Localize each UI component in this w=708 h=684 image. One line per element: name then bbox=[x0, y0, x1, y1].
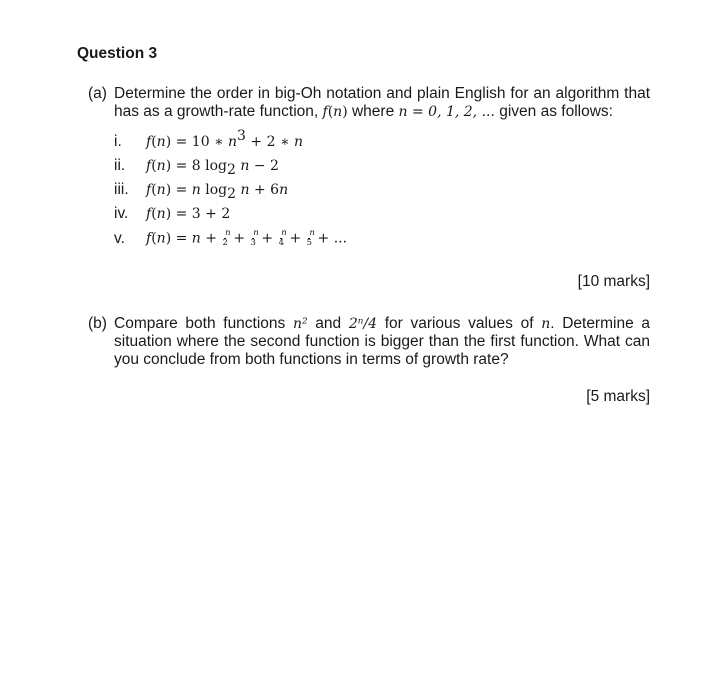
part-a-condition: n = 0, 1, 2, ... bbox=[398, 104, 495, 120]
part-b-marks: [5 marks] bbox=[586, 388, 650, 405]
part-b-label: (b) bbox=[88, 315, 107, 332]
part-a-marks: [10 marks] bbox=[577, 273, 650, 290]
list-item: iv. f(n) = 3 + 2 bbox=[114, 205, 231, 222]
part-a-label: (a) bbox=[88, 85, 107, 102]
list-item: v. f(n) = n + $\frac{n}{2}$ + $\frac{n}{3}$ + $\frac{n}{4}$ + $\frac{n}{5}$ + ... bbox=[114, 228, 348, 248]
part-a-text: Determine the order in big-Oh notation and plain English for an algorithm that has as a growth-rate function, f(n) where n = 0, 1, 2, ... given as follows: bbox=[114, 85, 650, 120]
part-b-text: Compare both functions n² and 2ⁿ/4 for various values of n. Determine a situation where the second function is bigger than the first function. What can you conclude from both functions in terms of growth rate? bbox=[114, 315, 650, 368]
list-item: ii. f(n) = 8 $\log_2 n - 2$ bbox=[114, 157, 279, 179]
question-title: Question 3 bbox=[77, 45, 158, 62]
list-item: iii. f(n) = n $\log_2 n + 6n$ bbox=[114, 181, 289, 203]
list-item: i. f(n) = 10 ∗ $n^3 + 2$ ∗ n bbox=[114, 127, 303, 150]
